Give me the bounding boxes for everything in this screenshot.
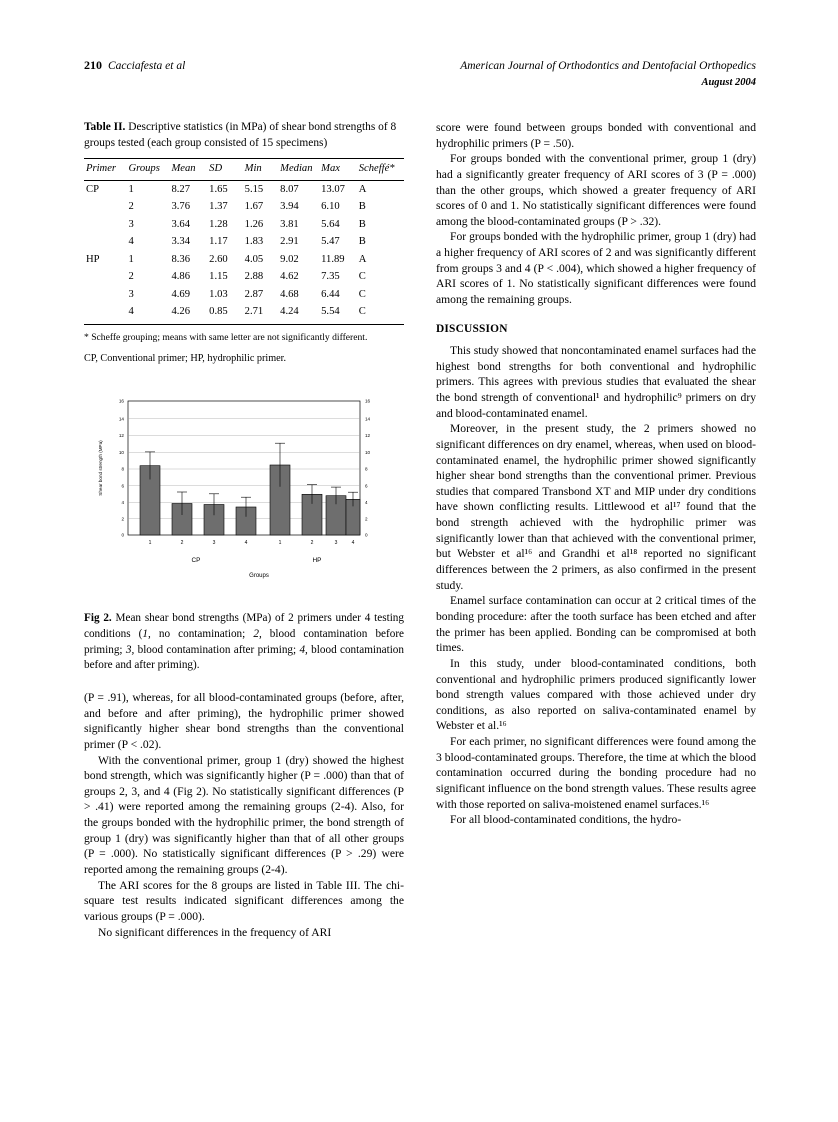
table-row xyxy=(84,251,404,268)
paragraph: For each primer, no significant differences were found among the 3 blood-contaminated groups. Therefore, the time at which the blood contamination occurred during the bonding procedure had no significant influence on the bond strength values. These results agree with those reported on saliva-moistened enamel surfaces.¹⁶ xyxy=(436,735,756,811)
cell-median: 4.68 xyxy=(280,288,299,300)
cell-primer xyxy=(84,234,126,251)
figure-caption xyxy=(84,611,404,674)
figure-cond2-num: 2, xyxy=(253,627,262,640)
table-row xyxy=(84,286,404,303)
cell-max: 5.47 xyxy=(321,236,340,248)
cell-min: 5.15 xyxy=(244,183,264,195)
cell-mean: 4.26 xyxy=(169,304,207,324)
th-mean: Mean xyxy=(169,159,207,181)
svg-text:4: 4 xyxy=(121,500,124,506)
page-number: 210 xyxy=(84,58,102,72)
svg-text:2: 2 xyxy=(365,516,368,522)
table-header-row xyxy=(84,159,404,181)
svg-text:10: 10 xyxy=(118,450,124,456)
cell-primer xyxy=(84,304,126,324)
svg-text:3: 3 xyxy=(334,540,338,547)
paragraph: The ARI scores for the 8 groups are listed in Table III. The chi-square test results indicated significant differences among the various groups (P = .000). xyxy=(84,878,404,923)
svg-text:8: 8 xyxy=(365,466,368,472)
cell-scheffe: A xyxy=(358,183,367,195)
svg-text:HP: HP xyxy=(312,557,322,565)
cell-primer xyxy=(84,269,126,286)
cell-scheffe: C xyxy=(357,304,404,324)
cell-sd: 1.03 xyxy=(209,288,228,300)
cell-group: 3 xyxy=(128,218,134,230)
cell-median: 3.94 xyxy=(280,201,299,213)
section-heading-discussion: DISCUSSION xyxy=(436,322,508,335)
cell-sd: 1.15 xyxy=(209,271,228,283)
cell-median: 4.24 xyxy=(278,304,319,324)
cell-mean: 3.34 xyxy=(171,236,190,248)
cell-max: 13.07 xyxy=(321,183,345,195)
figure-caption-part1: Mean shear bond strengths (MPa) of 2 primers under 4 testing conditions ( xyxy=(84,612,404,640)
cell-min: 2.88 xyxy=(244,271,264,283)
cell-max: 6.44 xyxy=(321,288,340,300)
figure-cond2-text: blood contamination before priming; xyxy=(84,627,405,656)
cell-min: 1.26 xyxy=(244,218,264,230)
cell-scheffe: A xyxy=(358,253,367,265)
paragraph: Moreover, in the present study, the 2 primers showed no significant differences on dry enamel, whereas, when used on blood-contaminated enamel, the hydrophilic primer showed significantly higher shear bond strengths than the conventional primer. Previous studies that compared Transbond XT and MIP under dry conditions have shown conflicting results. Littlewood et al¹⁷ found that the bond strength achieved with the hydrophilic primer was significantly lower than that achieved with the conventional primer, but Webster et al¹⁶ and Grandhi et al¹⁸ reported no significant differences between the 2 primers, as also confirmed in the present study. xyxy=(436,422,756,592)
cell-mean: 4.86 xyxy=(171,271,190,283)
cell-scheffe: C xyxy=(358,288,366,300)
th-scheffe: Scheffé* xyxy=(357,159,404,181)
th-sd: SD xyxy=(207,159,243,181)
svg-text:10: 10 xyxy=(365,450,371,456)
cell-group: 4 xyxy=(128,236,134,248)
left-column-body xyxy=(84,690,404,940)
table-row xyxy=(84,199,404,216)
table-abbreviation-note: CP, Conventional primer; HP, hydrophilic primer. xyxy=(84,352,287,364)
left-column xyxy=(84,120,404,940)
cell-min: 2.71 xyxy=(243,304,279,324)
cell-scheffe: B xyxy=(358,201,366,213)
svg-text:2: 2 xyxy=(180,540,184,547)
table-footnote: * Scheffe grouping; means with same letter are not significantly different. xyxy=(84,331,368,343)
svg-text:12: 12 xyxy=(365,433,371,439)
table-label: Table II. xyxy=(84,121,126,133)
table-row xyxy=(84,304,404,324)
figure-label: Fig 2. xyxy=(84,612,112,625)
cell-mean: 8.27 xyxy=(171,183,190,195)
cell-max: 6.10 xyxy=(321,201,340,213)
svg-text:2: 2 xyxy=(121,516,124,522)
table-caption xyxy=(84,120,404,151)
running-head-authors: Cacciafesta et al xyxy=(108,60,186,72)
cell-primer: CP xyxy=(86,183,99,195)
svg-text:6: 6 xyxy=(365,483,368,489)
cell-max: 5.64 xyxy=(321,218,340,230)
paragraph: score were found between groups bonded with conventional and hydrophilic primers (P = .50). xyxy=(436,121,756,150)
paragraph: This study showed that noncontaminated enamel surfaces had the highest bond strengths for both conventional and hydrophilic primers. This agrees with previous studies that evaluated the shear the bond strength of conventional¹ and hydrophilic⁹ primers on dry and blood-contaminated enamel. xyxy=(436,344,756,420)
th-min: Min xyxy=(243,159,279,181)
svg-text:16: 16 xyxy=(365,398,371,404)
th-median: Median xyxy=(278,159,319,181)
cell-mean: 4.69 xyxy=(171,288,190,300)
journal-title: American Journal of Orthodontics and Dentofacial Orthopedics xyxy=(460,60,756,72)
cell-min: 4.05 xyxy=(244,253,264,265)
cell-mean: 3.64 xyxy=(171,218,190,230)
cell-scheffe: B xyxy=(358,218,366,230)
paragraph: For groups bonded with the hydrophilic primer, group 1 (dry) had a higher frequency of ARI scores of 2 and was significantly different from groups 3 and 4 (P < .004), which showed a higher frequency of ARI scores of 1. No statistically significant differences were found among the remaining groups. xyxy=(436,230,756,307)
svg-text:Groups: Groups xyxy=(249,573,269,580)
cell-primer xyxy=(84,216,126,233)
descriptive-statistics-table xyxy=(84,158,404,325)
cell-sd: 1.37 xyxy=(209,201,228,213)
issue-date: August 2004 xyxy=(701,76,756,88)
cell-primer: HP xyxy=(86,253,100,265)
svg-text:6: 6 xyxy=(121,483,124,489)
figure-cond3-text: blood contamination after priming; xyxy=(134,643,300,656)
paragraph: (P = .91), whereas, for all blood-contaminated groups (before, after, and before and after priming), the hydrophilic primer showed significantly higher shear bond strengths than the conventional primer (P < .02). xyxy=(84,690,404,751)
figure-cond1-text: no contamination; xyxy=(150,627,254,640)
cell-min: 1.83 xyxy=(244,236,264,248)
right-column xyxy=(436,120,756,828)
cell-primer xyxy=(84,199,126,216)
cell-median: 4.62 xyxy=(280,271,299,283)
figure-2 xyxy=(84,387,404,599)
figure-cond1-num: 1, xyxy=(142,627,151,640)
cell-mean: 8.36 xyxy=(171,253,190,265)
running-head-left xyxy=(84,58,185,73)
svg-text:8: 8 xyxy=(121,466,124,472)
figure-cond3-num: 3, xyxy=(125,643,135,656)
figure-cond4-text: blood contamination before and after priming). xyxy=(84,643,404,672)
svg-text:12: 12 xyxy=(118,433,124,439)
th-max: Max xyxy=(319,159,357,181)
cell-group: 1 xyxy=(128,253,134,265)
cell-group: 2 xyxy=(128,271,134,283)
svg-text:1: 1 xyxy=(278,540,282,547)
svg-text:4: 4 xyxy=(244,540,248,547)
svg-text:1: 1 xyxy=(148,540,152,547)
cell-scheffe: B xyxy=(358,236,366,248)
table-row xyxy=(84,216,404,233)
svg-text:0: 0 xyxy=(121,532,124,538)
cell-median: 9.02 xyxy=(280,253,299,265)
cell-median: 2.91 xyxy=(280,236,299,248)
cell-scheffe: C xyxy=(358,271,366,283)
paragraph: For groups bonded with the conventional primer, group 1 (dry) had a significantly greater frequency of ARI scores of 3 (P = .000) than the other groups, which showed a greater frequency of ARI scores of 0 and 1. No statistically significant differences were found among the blood-contaminated groups (P > .32). xyxy=(436,152,756,228)
bar-chart xyxy=(84,387,404,599)
th-primer: Primer xyxy=(84,159,126,181)
cell-mean: 3.76 xyxy=(171,201,190,213)
cell-primer xyxy=(84,286,126,303)
cell-sd: 1.28 xyxy=(209,218,228,230)
svg-text:4: 4 xyxy=(365,500,368,506)
table-caption-text: Descriptive statistics (in MPa) of shear bond strengths of 8 groups tested (each group consisted of 15 specimens) xyxy=(84,121,397,149)
svg-text:CP: CP xyxy=(191,557,201,565)
svg-text:14: 14 xyxy=(365,416,371,422)
cell-min: 1.67 xyxy=(244,201,264,213)
paragraph: No significant differences in the frequency of ARI xyxy=(98,925,332,939)
svg-text:4: 4 xyxy=(351,540,355,547)
paragraph: For all blood-contaminated conditions, the hydro- xyxy=(450,813,682,827)
cell-group: 2 xyxy=(128,201,134,213)
cell-max: 11.89 xyxy=(321,253,345,265)
svg-text:0: 0 xyxy=(365,532,368,538)
running-head-right xyxy=(460,58,756,90)
cell-group: 3 xyxy=(128,288,134,300)
cell-max: 5.54 xyxy=(319,304,357,324)
cell-sd: 2.60 xyxy=(209,253,228,265)
svg-text:16: 16 xyxy=(118,398,124,404)
th-groups: Groups xyxy=(126,159,169,181)
cell-median: 3.81 xyxy=(280,218,299,230)
paragraph: With the conventional primer, group 1 (dry) showed the highest bond strength, which was significantly higher (P = .000) than that of groups 2, 3, and 4 (Fig 2). No statistically significant differences (P > .41) were reported among the remaining groups (2-4). Also, for the groups bonded with the hydrophilic primer, the bond strength of group 1 (dry) was significantly higher than that of all other groups (P = .000). No statistically significant differences (P > .29) were reported among the remaining groups (2-4). xyxy=(84,753,404,877)
table-row xyxy=(84,269,404,286)
cell-sd: 1.65 xyxy=(209,183,228,195)
paragraph: In this study, under blood-contaminated conditions, both conventional and hydrophilic primers produced significantly lower bond strength values compared with those achieved under dry conditions, as also reported on saliva-contaminated enamel by Webster et al.¹⁶ xyxy=(436,656,756,733)
figure-cond4-num: 4, xyxy=(299,643,308,656)
svg-text:14: 14 xyxy=(118,416,124,422)
table-row xyxy=(84,181,404,199)
paragraph: Enamel surface contamination can occur at 2 critical times of the bonding procedure: after the tooth surface has been etched and after the primer has been applied. Bonding can be compromised at both times. xyxy=(436,594,756,655)
cell-median: 8.07 xyxy=(280,183,299,195)
svg-text:Shear bond strength (MPa): Shear bond strength (MPa) xyxy=(98,440,103,496)
table-row xyxy=(84,234,404,251)
cell-max: 7.35 xyxy=(321,271,340,283)
svg-text:2: 2 xyxy=(310,540,314,547)
cell-min: 2.87 xyxy=(244,288,264,300)
cell-sd: 0.85 xyxy=(207,304,243,324)
cell-group: 1 xyxy=(128,183,134,195)
cell-group: 4 xyxy=(126,304,169,324)
running-head xyxy=(84,58,756,90)
cell-sd: 1.17 xyxy=(209,236,228,248)
svg-text:3: 3 xyxy=(212,540,216,547)
